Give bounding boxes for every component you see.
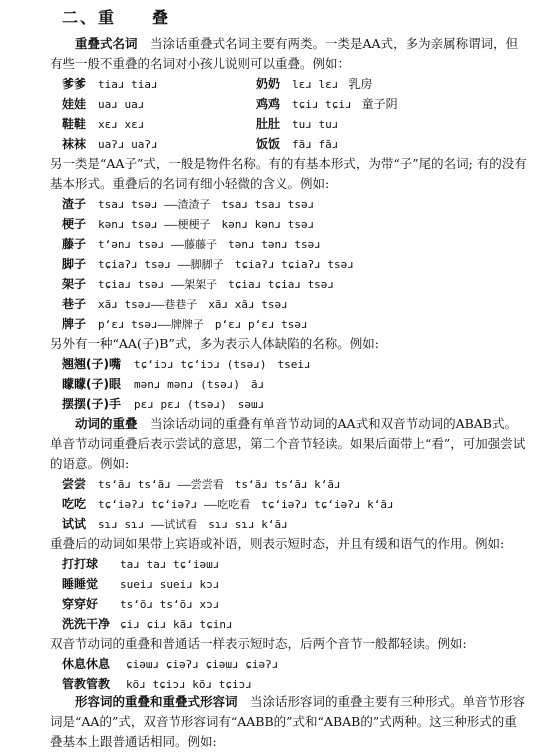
example-word: 架子 xyxy=(62,277,87,291)
example-word: 洗洗干净 xyxy=(62,617,111,631)
example-ipa: tʻənɹ tsəɹ ——藤藤子 tənɹ tənɹ tsəɹ xyxy=(98,238,321,251)
example-row xyxy=(62,474,341,495)
example-row xyxy=(62,354,311,375)
section-heading: 二、重 叠 xyxy=(62,8,171,27)
example-ipa: xãɹ tsəɹ——巷巷子 xãɹ xãɹ tsəɹ xyxy=(98,298,288,311)
example-ipa: tɕʻiəʔɹ tɕʻiəʔɹ ——吃吃看 tɕʻiəʔɹ tɕʻiəʔɹ kʻãɹ xyxy=(98,498,394,511)
example-row xyxy=(256,74,372,95)
example-row xyxy=(62,74,158,95)
example-ipa: fãɹ fãɹ xyxy=(292,138,339,151)
example-row xyxy=(256,94,398,115)
example-word: 牌子 xyxy=(62,317,87,331)
example-word: 尝尝 xyxy=(62,477,87,491)
example-ipa: tsʻãɹ tsʻãɹ ——尝尝看 tsʻãɹ tsʻãɹ kʻãɹ xyxy=(98,478,341,491)
example-ipa: sɿɹ sɿɹ ——试试看 sɿɹ sɿɹ kʻãɹ xyxy=(98,518,288,531)
example-ipa: tsʻõɹ tsʻõɹ xɔɹ xyxy=(120,598,220,611)
example-row xyxy=(62,194,314,215)
example-word: 渣子 xyxy=(62,197,87,211)
example-word: 藤子 xyxy=(62,237,87,251)
example-row xyxy=(62,614,233,635)
paragraph-adjective-reduplication xyxy=(50,692,528,752)
example-row xyxy=(62,114,144,135)
example-word: 鞋鞋 xyxy=(62,117,87,131)
example-ipa: xɛɹ xɛɹ xyxy=(98,118,145,131)
example-word: 奶奶 xyxy=(256,77,281,91)
example-word: 试试 xyxy=(62,517,87,531)
example-word: 梗子 xyxy=(62,217,87,231)
example-ipa: mənɹ mənɹ (tsəɹ) ãɹ xyxy=(134,378,265,391)
example-word: 打打球 xyxy=(62,557,99,571)
example-ipa: tiaɹ tiaɹ xyxy=(98,78,158,91)
example-ipa: lɛɹ lɛɹ xyxy=(292,78,339,91)
example-word: 脚子 xyxy=(62,257,87,271)
example-word: 休息休息 xyxy=(62,657,111,671)
example-word: 巷子 xyxy=(62,297,87,311)
example-ipa: kənɹ tsəɹ ——梗梗子 kənɹ kənɹ tsəɹ xyxy=(98,218,315,231)
example-row xyxy=(62,234,321,255)
example-row xyxy=(62,374,264,395)
example-word: 爹爹 xyxy=(62,77,87,91)
paragraph-aa-zi-b: 另外有一种“AA(子)B”式，多为表示人体缺陷的名称。例如: xyxy=(50,336,379,351)
term-verb: 动词的重叠 xyxy=(75,416,138,431)
paragraph-text: 当涂话重叠式名词主要有两类。一类是AA式，多为亲属称谓词，但有些一般不重叠的名词对小孩儿说则可以重叠。例如： xyxy=(50,36,519,71)
example-row xyxy=(62,314,308,335)
example-word: 袜袜 xyxy=(62,137,87,151)
example-row xyxy=(62,554,219,575)
example-row xyxy=(62,94,144,115)
example-row xyxy=(62,274,334,295)
example-word: 摆摆(子)手 xyxy=(62,397,121,411)
paragraph-text: 当涂话动词的重叠有单音节动词的AA式和双音节动词的ABAB式。单音节动词重叠后表示尝试的意思，第二个音节轻读。如果后面带上“看”，可加强尝试的语意。例如: xyxy=(50,416,526,471)
term-noun: 重叠式名词 xyxy=(75,36,138,51)
example-gloss: 童子阴 xyxy=(361,97,398,111)
example-row xyxy=(62,394,264,415)
example-row xyxy=(62,294,288,315)
example-ipa: ɕiɹ ɕiɹ kãɹ tɕinɹ xyxy=(120,618,233,631)
paragraph-aa-zi: 另一类是“AA子”式，一般是物件名称。有的有基本形式，为带“子”尾的名词; 有的没有基本形式。重叠后的名词有细小轻微的含义。例如: xyxy=(50,156,527,191)
example-ipa: ɕiəɯɹ ɕiəʔɹ ɕiəɯɹ ɕiəʔɹ xyxy=(126,658,279,671)
example-ipa: tsaɹ tsəɹ ——渣渣子 tsaɹ tsaɹ tsəɹ xyxy=(98,198,315,211)
example-row xyxy=(256,114,338,135)
example-word: 翘翘(子)嘴 xyxy=(62,357,121,371)
example-row xyxy=(62,654,278,675)
example-word: 吃吃 xyxy=(62,497,87,511)
paragraph-disyllabic: 双音节动词的重叠和普通话一样表示短时态，后两个音节一般都轻读。例如: xyxy=(50,636,467,651)
term-adjective: 形容词的重叠和重叠式形容词 xyxy=(75,694,238,709)
paragraph-noun-reduplication xyxy=(50,34,528,74)
example-word: 饭饭 xyxy=(256,137,281,151)
example-ipa: tɕiaɹ tsəɹ ——架架子 tɕiaɹ tɕiaɹ tsəɹ xyxy=(98,278,335,291)
paragraph-short-aspect: 重叠后的动词如果带上宾语或补语，则表示短时态，并且有缓和语气的作用。例如: xyxy=(50,536,505,551)
example-row xyxy=(62,494,394,515)
example-ipa: tuɹ tuɹ xyxy=(292,118,339,131)
example-ipa: pɛɹ pɛɹ (tsəɹ) səɯɹ xyxy=(134,398,265,411)
example-row xyxy=(62,214,314,235)
example-gloss: 乳房 xyxy=(348,77,373,91)
example-ipa: kõɹ tɕiɔɹ kõɹ tɕiɔɹ xyxy=(126,678,252,691)
example-row xyxy=(62,254,354,275)
example-ipa: tɕiɹ tɕiɹ xyxy=(292,98,352,111)
example-row xyxy=(62,574,219,595)
example-ipa: taɹ taɹ tɕʻiəɯɹ xyxy=(120,558,220,571)
example-row xyxy=(62,594,219,615)
example-row xyxy=(62,514,288,535)
example-row xyxy=(256,134,338,155)
paragraph-text: 当涂话形容词的重叠主要有三种形式。单音节形容词是“AA的”式，双音节形容词有“AABB的”式和“ABAB的”式两种。这三种形式的重叠基本上跟普通话相同。例如: xyxy=(50,694,526,749)
example-word: 睡睡觉 xyxy=(62,577,99,591)
example-word: 肚肚 xyxy=(256,117,281,131)
example-ipa: uaɹ uaɹ xyxy=(98,98,145,111)
example-word: 管教管教 xyxy=(62,677,111,691)
example-ipa: sueiɹ sueiɹ kɔɹ xyxy=(120,578,220,591)
example-word: 娃娃 xyxy=(62,97,87,111)
example-ipa: pʻɛɹ tsəɹ——牌牌子 pʻɛɹ pʻɛɹ tsəɹ xyxy=(98,318,308,331)
example-row xyxy=(62,134,158,155)
paragraph-verb-reduplication xyxy=(50,414,528,474)
example-ipa: tɕʻiɔɹ tɕʻiɔɹ (tsəɹ) tseiɹ xyxy=(134,358,311,371)
example-word: 穿穿好 xyxy=(62,597,99,611)
example-ipa: tɕiaʔɹ tsəɹ ——脚脚子 tɕiaʔɹ tɕiaʔɹ tsəɹ xyxy=(98,258,354,271)
example-word: 矇矇(子)眼 xyxy=(62,377,121,391)
example-word: 鸡鸡 xyxy=(256,97,281,111)
example-ipa: uaʔɹ uaʔɹ xyxy=(98,138,158,151)
